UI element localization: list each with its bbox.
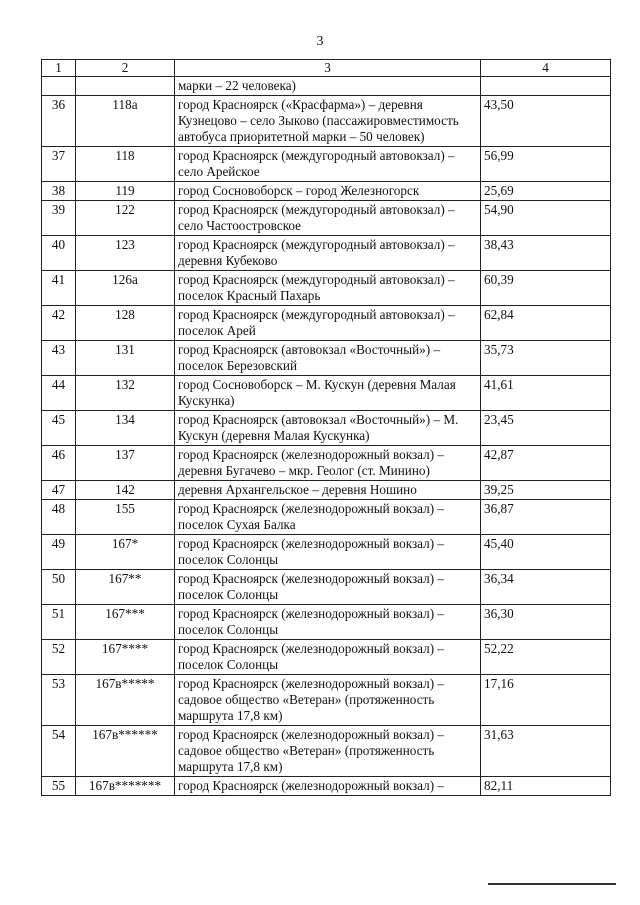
table-row <box>42 201 611 236</box>
row-number-cell: 42 <box>42 306 76 341</box>
route-description-cell: город Красноярск (междугородный автовокзал) – село Частоостровское <box>175 201 481 236</box>
route-description-cell: деревня Архангельское – деревня Ношино <box>175 481 481 500</box>
table-row <box>42 236 611 271</box>
route-description-cell: город Красноярск (междугородный автовокзал) – поселок Арей <box>175 306 481 341</box>
value-cell: 31,63 <box>481 726 611 777</box>
row-number-cell: 52 <box>42 640 76 675</box>
value-cell: 45,40 <box>481 535 611 570</box>
column-header-number: 1 <box>42 60 76 77</box>
route-description-cell: город Красноярск (железнодорожный вокзал) – поселок Солонцы <box>175 535 481 570</box>
value-cell: 62,84 <box>481 306 611 341</box>
value-cell: 17,16 <box>481 675 611 726</box>
route-description-cell: город Красноярск («Красфарма») – деревня Кузнецово – село Зыково (пассажировместимость автобуса приоритетной марки – 50 человек) <box>175 96 481 147</box>
value-cell: 23,45 <box>481 411 611 446</box>
table-header-row <box>42 60 611 77</box>
column-header-description: 3 <box>175 60 481 77</box>
route-description-cell: город Красноярск (междугородный автовокзал) – село Арейское <box>175 147 481 182</box>
route-number-cell: 167* <box>76 535 175 570</box>
row-number-cell: 48 <box>42 500 76 535</box>
table-row <box>42 640 611 675</box>
route-table <box>41 59 611 796</box>
route-number-cell: 131 <box>76 341 175 376</box>
route-description-cell: город Красноярск (железнодорожный вокзал) – поселок Сухая Балка <box>175 500 481 535</box>
value-cell: 36,87 <box>481 500 611 535</box>
page-number: 3 <box>316 34 324 49</box>
route-description-cell: город Сосновоборск – М. Кускун (деревня Малая Кускунка) <box>175 376 481 411</box>
table-row <box>42 446 611 481</box>
table-row <box>42 147 611 182</box>
route-description-cell: город Красноярск (железнодорожный вокзал) – поселок Солонцы <box>175 570 481 605</box>
row-number-cell: 49 <box>42 535 76 570</box>
route-number-cell: 155 <box>76 500 175 535</box>
route-number-cell: 167в******* <box>76 777 175 796</box>
row-number-cell: 51 <box>42 605 76 640</box>
table-row <box>42 675 611 726</box>
row-number-cell: 55 <box>42 777 76 796</box>
row-number-cell: 50 <box>42 570 76 605</box>
table-row <box>42 376 611 411</box>
value-cell: 25,69 <box>481 182 611 201</box>
column-header-route: 2 <box>76 60 175 77</box>
value-cell: 56,99 <box>481 147 611 182</box>
route-number-cell: 128 <box>76 306 175 341</box>
row-number-cell: 41 <box>42 271 76 306</box>
route-description-cell: город Красноярск (железнодорожный вокзал) – садовое общество «Ветеран» (протяженность маршрута 17,8 км) <box>175 726 481 777</box>
table-row <box>42 96 611 147</box>
table-row <box>42 570 611 605</box>
value-cell: 42,87 <box>481 446 611 481</box>
route-description-cell: город Красноярск (междугородный автовокзал) – деревня Кубеково <box>175 236 481 271</box>
table-body <box>42 77 611 796</box>
route-number-cell: 167** <box>76 570 175 605</box>
route-number-cell: 126а <box>76 271 175 306</box>
row-number-cell: 45 <box>42 411 76 446</box>
route-number-cell: 167в***** <box>76 675 175 726</box>
route-number-cell: 118 <box>76 147 175 182</box>
value-cell: 82,11 <box>481 777 611 796</box>
table-row <box>42 341 611 376</box>
value-cell: 38,43 <box>481 236 611 271</box>
row-number-cell: 44 <box>42 376 76 411</box>
route-description-cell: город Красноярск (железнодорожный вокзал) – поселок Солонцы <box>175 605 481 640</box>
value-cell: 41,61 <box>481 376 611 411</box>
table-row <box>42 271 611 306</box>
value-cell: 54,90 <box>481 201 611 236</box>
row-number-cell: 37 <box>42 147 76 182</box>
row-number-cell: 47 <box>42 481 76 500</box>
route-description-cell: город Красноярск (железнодорожный вокзал) – деревня Бугачево – мкр. Геолог (ст. Минино) <box>175 446 481 481</box>
row-number-cell: 38 <box>42 182 76 201</box>
route-number-cell: 137 <box>76 446 175 481</box>
row-number-cell <box>42 77 76 96</box>
route-number-cell: 167*** <box>76 605 175 640</box>
value-cell: 52,22 <box>481 640 611 675</box>
route-number-cell: 142 <box>76 481 175 500</box>
footer-rule <box>488 883 616 885</box>
route-description-cell: город Красноярск (междугородный автовокзал) – поселок Красный Пахарь <box>175 271 481 306</box>
value-cell: 60,39 <box>481 271 611 306</box>
route-description-cell: марки – 22 человека) <box>175 77 481 96</box>
route-number-cell: 167**** <box>76 640 175 675</box>
table-row <box>42 411 611 446</box>
table-row <box>42 726 611 777</box>
value-cell <box>481 77 611 96</box>
route-number-cell: 119 <box>76 182 175 201</box>
value-cell: 36,34 <box>481 570 611 605</box>
row-number-cell: 46 <box>42 446 76 481</box>
row-number-cell: 43 <box>42 341 76 376</box>
route-number-cell: 132 <box>76 376 175 411</box>
route-number-cell: 122 <box>76 201 175 236</box>
value-cell: 39,25 <box>481 481 611 500</box>
route-description-cell: город Сосновоборск – город Железногорск <box>175 182 481 201</box>
row-number-cell: 36 <box>42 96 76 147</box>
route-number-cell: 167в****** <box>76 726 175 777</box>
row-number-cell: 40 <box>42 236 76 271</box>
route-description-cell: город Красноярск (железнодорожный вокзал) – садовое общество «Ветеран» (протяженность маршрута 17,8 км) <box>175 675 481 726</box>
value-cell: 35,73 <box>481 341 611 376</box>
table-row <box>42 306 611 341</box>
route-number-cell: 123 <box>76 236 175 271</box>
row-number-cell: 39 <box>42 201 76 236</box>
table-row <box>42 500 611 535</box>
value-cell: 36,30 <box>481 605 611 640</box>
table-row <box>42 605 611 640</box>
table-row <box>42 77 611 96</box>
table-row <box>42 481 611 500</box>
row-number-cell: 53 <box>42 675 76 726</box>
route-description-cell: город Красноярск (автовокзал «Восточный») – поселок Березовский <box>175 341 481 376</box>
route-description-cell: город Красноярск (железнодорожный вокзал) – <box>175 777 481 796</box>
route-description-cell: город Красноярск (автовокзал «Восточный») – М. Кускун (деревня Малая Кускунка) <box>175 411 481 446</box>
row-number-cell: 54 <box>42 726 76 777</box>
table-row <box>42 535 611 570</box>
route-number-cell <box>76 77 175 96</box>
table-row <box>42 777 611 796</box>
route-description-cell: город Красноярск (железнодорожный вокзал) – поселок Солонцы <box>175 640 481 675</box>
value-cell: 43,50 <box>481 96 611 147</box>
route-number-cell: 134 <box>76 411 175 446</box>
table-row <box>42 182 611 201</box>
column-header-value: 4 <box>481 60 611 77</box>
route-number-cell: 118а <box>76 96 175 147</box>
